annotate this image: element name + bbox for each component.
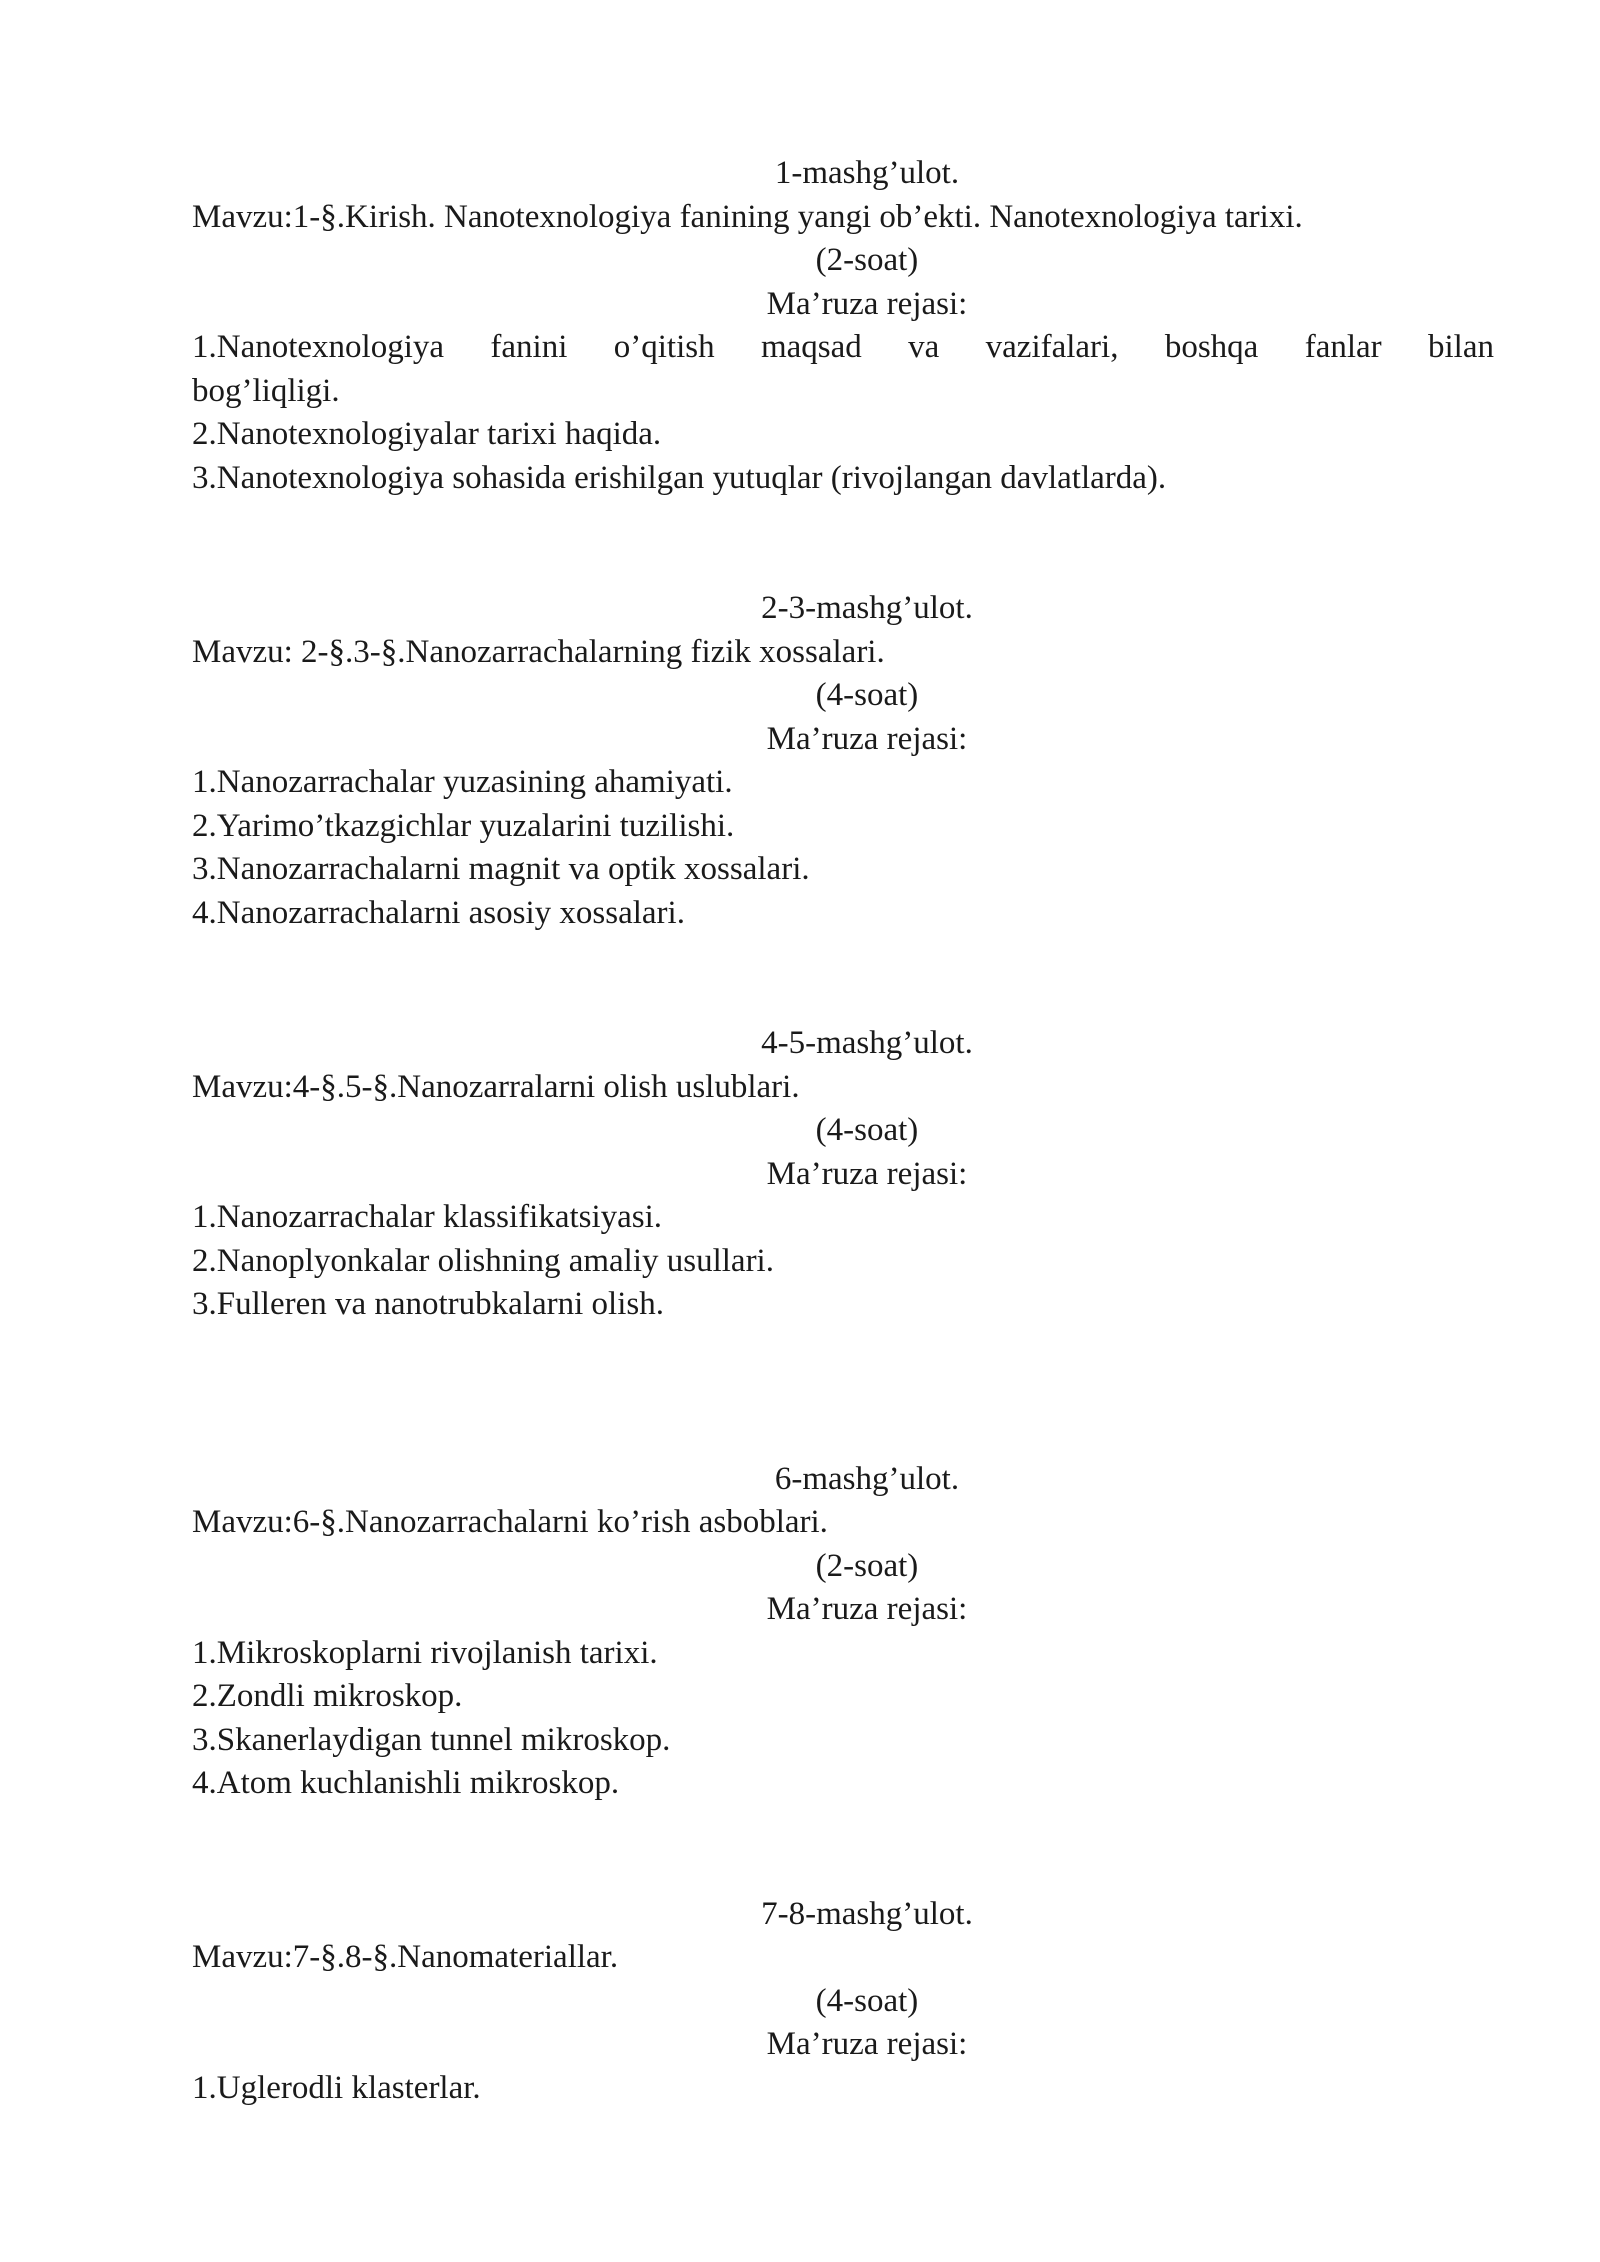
plan-item: 2.Yarimo’tkazgichlar yuzalarini tuzilishi.	[192, 807, 735, 844]
plan-item: 2.Zondli mikroskop.	[192, 1678, 463, 1714]
spacer	[192, 500, 1494, 587]
session-title: 1-mashg’ulot.	[774, 155, 960, 191]
plan-heading: Ma’ruza rejasi:	[766, 2026, 968, 2062]
session-hours: (4-soat)	[815, 1112, 919, 1148]
plan-item: 4.Atom kuchlanishli mikroskop.	[192, 1765, 620, 1801]
spacer	[192, 1806, 1494, 1893]
plan-item: 1.Nanozarrachalar klassifikatsiyasi.	[192, 1199, 663, 1235]
session-1	[192, 152, 1494, 500]
plan-heading: Ma’ruza rejasi:	[766, 285, 968, 322]
plan-item: 2.Nanotexnologiyalar tarixi haqida.	[192, 416, 662, 452]
session-3	[192, 1022, 1494, 1327]
plan-item: 2.Nanoplyonkalar olishning amaliy usullari.	[192, 1242, 774, 1279]
spacer	[192, 1327, 1494, 1458]
session-title: 6-mashg’ulot.	[774, 1460, 960, 1497]
plan-heading: Ma’ruza rejasi:	[766, 720, 968, 757]
plan-item: 3.Skanerlaydigan tunnel mikroskop.	[192, 1721, 671, 1758]
session-title: 4-5-mashg’ulot.	[761, 1025, 973, 1061]
plan-item: 1.Nanozarrachalar yuzasining ahamiyati.	[192, 764, 733, 800]
plan-item: 1.Mikroskoplarni rivojlanish tarixi.	[192, 1634, 658, 1671]
session-topic: Mavzu:1-§.Kirish. Nanotexnologiya fanining yangi ob’ekti. Nanotexnologiya tarixi.	[192, 198, 1303, 235]
document-page	[192, 152, 1494, 2110]
plan-item: 3.Nanotexnologiya sohasida erishilgan yutuqlar (rivojlangan davlatlarda).	[192, 459, 1167, 496]
session-topic: Mavzu:7-§.8-§.Nanomateriallar.	[192, 1939, 619, 1975]
plan-heading: Ma’ruza rejasi:	[766, 1155, 968, 1192]
session-topic: Mavzu:4-§.5-§.Nanozarralarni olish uslublari.	[192, 1068, 800, 1105]
plan-item: 3.Fulleren va nanotrubkalarni olish.	[192, 1286, 664, 1322]
session-topic: Mavzu: 2-§.3-§.Nanozarrachalarning fizik xossalari.	[192, 633, 885, 670]
session-hours: (4-soat)	[815, 1982, 919, 2019]
plan-item-continuation: bog’liqligi.	[192, 372, 340, 409]
session-4	[192, 1458, 1494, 1806]
session-5	[192, 1893, 1494, 2111]
session-topic: Mavzu:6-§.Nanozarrachalarni ko’rish asboblari.	[192, 1504, 828, 1540]
plan-heading: Ma’ruza rejasi:	[766, 1591, 968, 1627]
session-hours: (4-soat)	[815, 677, 919, 713]
session-title: 2-3-mashg’ulot.	[761, 590, 973, 626]
spacer	[192, 935, 1494, 1022]
session-hours: (2-soat)	[815, 1547, 919, 1584]
session-hours: (2-soat)	[815, 242, 919, 278]
plan-item: 1.Nanotexnologiya fanini o’qitish maqsad va vazifalari, boshqa fanlar bilan	[192, 329, 1494, 365]
session-title: 7-8-mashg’ulot.	[761, 1895, 973, 1932]
session-2	[192, 587, 1494, 935]
plan-item: 3.Nanozarrachalarni magnit va optik xossalari.	[192, 851, 810, 887]
plan-item: 1.Uglerodli klasterlar.	[192, 2069, 481, 2106]
plan-item: 4.Nanozarrachalarni asosiy xossalari.	[192, 894, 685, 931]
